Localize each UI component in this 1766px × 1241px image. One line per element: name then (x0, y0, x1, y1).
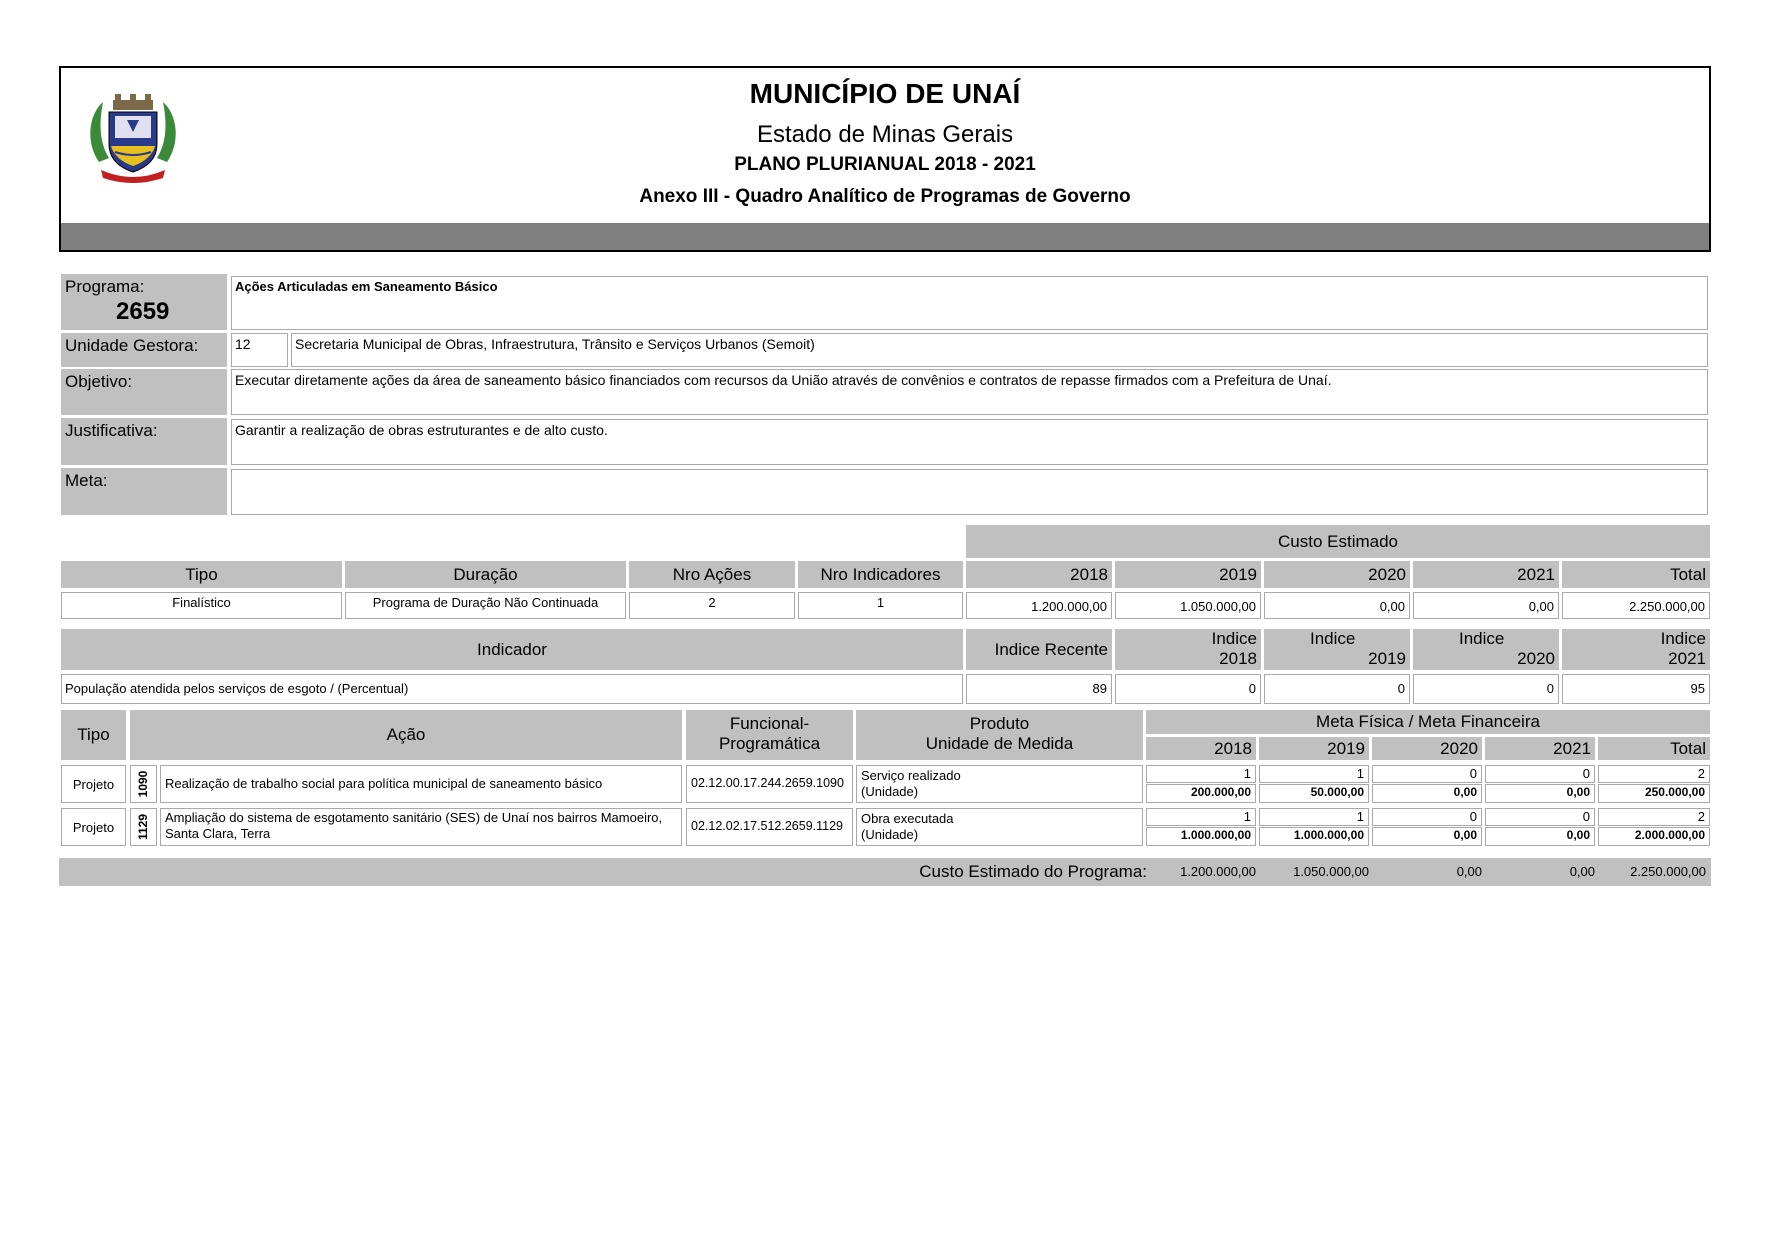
total-2018: 1.200.000,00 (1180, 864, 1256, 879)
indicator-recent: 89 (966, 674, 1112, 704)
indicator-header-2019-line2: 2019 (1368, 649, 1406, 668)
indicator-header: Indicador (61, 629, 963, 670)
program-name: Ações Articuladas em Saneamento Básico (235, 279, 498, 294)
actions-header-produto (856, 710, 1143, 760)
action-1-fis-2021: 0 (1485, 765, 1595, 783)
summary-2021: 0,00 (1413, 592, 1559, 619)
action-2-code: 1129 (136, 813, 150, 841)
action-1-produto-unit: (Unidade) (861, 784, 919, 799)
indicator-header-2021-line1: Indice (1660, 629, 1706, 648)
summary-header-nro-acoes: Nro Ações (629, 561, 795, 588)
indicator-header-2020-line2: 2020 (1517, 649, 1555, 668)
summary-header-2020: 2020 (1264, 561, 1410, 588)
goal-text (231, 469, 1708, 515)
action-2-funcional: 02.12.02.17.512.2659.1129 (686, 808, 853, 846)
summary-duracao: Programa de Duração Não Continuada (345, 592, 626, 619)
goal-label: Meta: (61, 468, 227, 515)
total-total: 2.250.000,00 (1630, 864, 1706, 879)
indicator-header-2020 (1413, 629, 1559, 670)
action-1-fis-2020: 0 (1372, 765, 1482, 783)
action-1-code: 1090 (136, 770, 150, 798)
program-label: Programa: (65, 277, 145, 296)
indicator-header-2018-line1: Indice (1211, 629, 1257, 648)
municipality-title: MUNICÍPIO DE UNAÍ (749, 78, 1021, 109)
summary-nro-acoes: 2 (629, 592, 795, 619)
indicator-header-2020-line1: Indice (1459, 629, 1505, 648)
program-label-box (61, 274, 227, 330)
indicator-header-2021-line2: 2021 (1668, 649, 1706, 668)
indicator-header-2018 (1115, 629, 1261, 670)
action-2-fis-2018: 1 (1146, 808, 1256, 826)
document-header (59, 66, 1711, 252)
total-label: Custo Estimado do Programa: (919, 862, 1147, 881)
indicator-header-2019-line1: Indice (1310, 629, 1356, 648)
action-2-tipo: Projeto (61, 808, 126, 846)
objective-text: Executar diretamente ações da área de saneamento básico financiados com recursos da União através de convênios e contratos de repasse firmados com a Prefeitura de Unaí. (231, 369, 1708, 415)
summary-2019: 1.050.000,00 (1115, 592, 1261, 619)
objective-label: Objetivo: (61, 369, 227, 415)
indicator-header-2021 (1562, 629, 1710, 670)
action-2-code-cell (130, 808, 157, 846)
action-2-fin-2019: 1.000.000,00 (1259, 827, 1369, 846)
action-2-produto (856, 808, 1143, 846)
action-2-fin-2021: 0,00 (1485, 827, 1595, 846)
program-code: 2659 (116, 298, 170, 325)
summary-header-duracao: Duração (345, 561, 626, 588)
indicator-2019: 0 (1264, 674, 1410, 704)
action-2-fin-total: 2.000.000,00 (1598, 827, 1710, 846)
indicator-header-recent: Indice Recente (966, 629, 1112, 670)
indicator-2018: 0 (1115, 674, 1261, 704)
actions-header-funcional (686, 710, 853, 760)
cost-header: Custo Estimado (966, 525, 1710, 558)
annex-title: Anexo III - Quadro Analítico de Programas de Governo (639, 186, 1131, 207)
total-2021: 0,00 (1569, 864, 1595, 879)
summary-2018: 1.200.000,00 (966, 592, 1112, 619)
actions-header-2020: 2020 (1372, 737, 1482, 760)
action-1-acao: Realização de trabalho social para política municipal de saneamento básico (160, 765, 682, 803)
total-2020: 0,00 (1456, 864, 1482, 879)
summary-header-total: Total (1562, 561, 1710, 588)
justification-label: Justificativa: (61, 418, 227, 465)
plan-title: PLANO PLURIANUAL 2018 - 2021 (734, 154, 1036, 175)
action-2-fis-2020: 0 (1372, 808, 1482, 826)
actions-header-total: Total (1598, 737, 1710, 760)
unit-label: Unidade Gestora: (61, 333, 227, 367)
summary-header-2021: 2021 (1413, 561, 1559, 588)
action-1-fis-2019: 1 (1259, 765, 1369, 783)
summary-header-nro-indicadores: Nro Indicadores (798, 561, 963, 588)
summary-header-tipo: Tipo (61, 561, 342, 588)
action-1-funcional: 02.12.00.17.244.2659.1090 (686, 765, 853, 803)
action-1-fin-total: 250.000,00 (1598, 784, 1710, 803)
header-bar (61, 223, 1709, 250)
action-2-fin-2018: 1.000.000,00 (1146, 827, 1256, 846)
justification-text: Garantir a realização de obras estruturantes e de alto custo. (231, 419, 1708, 465)
summary-header-2019: 2019 (1115, 561, 1261, 588)
action-2-fin-2020: 0,00 (1372, 827, 1482, 846)
action-2-fis-2019: 1 (1259, 808, 1369, 826)
action-2-produto-name: Obra executada (861, 811, 954, 826)
action-1-produto-name: Serviço realizado (861, 768, 961, 783)
action-2-produto-unit: (Unidade) (861, 827, 919, 842)
indicator-header-2019 (1264, 629, 1410, 670)
action-1-code-cell (130, 765, 157, 803)
actions-header-2021: 2021 (1485, 737, 1595, 760)
summary-2020: 0,00 (1264, 592, 1410, 619)
action-1-fin-2020: 0,00 (1372, 784, 1482, 803)
action-2-fis-total: 2 (1598, 808, 1710, 826)
action-1-tipo: Projeto (61, 765, 126, 803)
actions-header-acao: Ação (130, 710, 682, 760)
action-1-produto (856, 765, 1143, 803)
summary-total: 2.250.000,00 (1562, 592, 1710, 619)
action-1-fin-2021: 0,00 (1485, 784, 1595, 803)
actions-header-2019: 2019 (1259, 737, 1369, 760)
indicator-header-2018-line2: 2018 (1219, 649, 1257, 668)
actions-header-produto-line2: Unidade de Medida (925, 734, 1074, 753)
state-title: Estado de Minas Gerais (756, 121, 1014, 148)
total-2019: 1.050.000,00 (1293, 864, 1369, 879)
actions-header-produto-line1: Produto (969, 714, 1030, 733)
summary-tipo: Finalístico (61, 592, 342, 619)
actions-header-meta: Meta Física / Meta Financeira (1146, 710, 1710, 734)
summary-header-2018: 2018 (966, 561, 1112, 588)
action-2-acao: Ampliação do sistema de esgotamento sanitário (SES) de Unaí nos bairros Mamoeiro, Santa Clara, Terra (160, 808, 682, 846)
actions-header-tipo: Tipo (61, 710, 126, 760)
unit-code: 12 (231, 333, 288, 367)
action-1-fis-total: 2 (1598, 765, 1710, 783)
action-2-fis-2021: 0 (1485, 808, 1595, 826)
indicator-2020: 0 (1413, 674, 1559, 704)
total-bar (59, 858, 1711, 886)
action-1-fis-2018: 1 (1146, 765, 1256, 783)
action-1-fin-2019: 50.000,00 (1259, 784, 1369, 803)
actions-header-2018: 2018 (1146, 737, 1256, 760)
unit-name: Secretaria Municipal de Obras, Infraestrutura, Trânsito e Serviços Urbanos (Semoit) (291, 333, 1708, 367)
action-1-fin-2018: 200.000,00 (1146, 784, 1256, 803)
actions-header-funcional-line2: Programática (718, 734, 821, 753)
indicator-2021: 95 (1562, 674, 1710, 704)
summary-nro-indicadores: 1 (798, 592, 963, 619)
indicator-name: População atendida pelos serviços de esgoto / (Percentual) (61, 674, 963, 704)
actions-header-funcional-line1: Funcional- (729, 714, 810, 733)
program-name-cell (231, 276, 1708, 330)
